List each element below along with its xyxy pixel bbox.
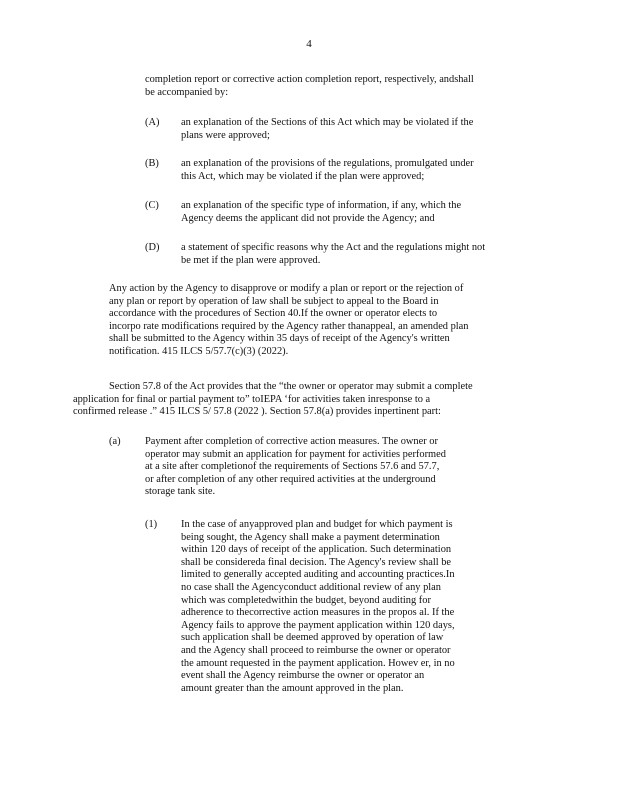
text-line: Agency fails to approve the payment application within 120 days, [181, 619, 455, 631]
text-line: no case shall the Agencyconduct additional review of any plan [181, 581, 441, 593]
subsection-1-text [181, 519, 455, 695]
text-line: storage tank site. [145, 486, 216, 498]
text-line: an explanation of the Sections of this Act which may be violated if the [181, 117, 474, 128]
text-line: a statement of specific reasons why the Act and the regulations might not [181, 242, 486, 253]
subsection-label: (1) [145, 519, 158, 530]
text-line: be accompanied by: [145, 86, 229, 98]
text-line: an explanation of the specific type of information, if any, which the [181, 200, 462, 211]
text-line: which was completedwithin the budget, beyond auditing for [181, 594, 431, 606]
intro-text [145, 74, 474, 99]
page-number: 4 [306, 38, 312, 50]
text-line: an explanation of the provisions of the regulations, promulgated under [181, 158, 474, 169]
text-line: completion report or corrective action completion report, respectively, andshall [145, 74, 474, 85]
text-line: application for final or partial payment to” toIEPA ‘for activities taken inresponse to a [73, 393, 431, 405]
list-item-label: (B) [145, 158, 159, 169]
text-line: limited to generally accepted auditing and accounting practices.In [181, 569, 455, 581]
list-item-text [181, 158, 474, 183]
subsection-a-text [145, 436, 446, 499]
list-item-text [181, 242, 485, 267]
text-line: at a site after completionof the requirements of Sections 57.6 and 57.7, [145, 461, 440, 473]
text-line: accordance with the procedures of Section 40.If the owner or operator elects to [109, 308, 438, 320]
text-line: amount greater than the amount approved in the plan. [181, 682, 404, 694]
text-line: this Act, which may be violated if the plan were approved; [181, 170, 425, 182]
text-line: Agency deems the applicant did not provide the Agency; and [181, 212, 435, 224]
text-line: shall be submitted to the Agency within 35 days of receipt of the Agency's written [109, 333, 450, 345]
text-line: plans were approved; [181, 129, 270, 141]
text-line: confirmed release .” 415 ILCS 5/ 57.8 (2022 ). Section 57.8(a) provides inpertinent part: [73, 406, 441, 418]
text-line: event shall the Agency reimburse the owner or operator an [181, 670, 425, 682]
text-line: or after completion of any other required activities at the underground [145, 473, 436, 485]
text-line: the amount requested in the payment application. Howev er, in no [181, 657, 455, 669]
list-item-label: (C) [145, 200, 159, 211]
list-item-label: (A) [145, 117, 160, 128]
text-line: being sought, the Agency shall make a payment determination [181, 531, 440, 543]
text-line: notification. 415 ILCS 5/57.7(c)(3) (2022). [109, 345, 289, 357]
text-line: operator may submit an application for payment for activities performed [145, 448, 446, 460]
list-item-text [181, 117, 473, 142]
text-line: within 120 days of receipt of the application. Such determination [181, 544, 452, 556]
paragraph-section-57-8 [73, 381, 473, 419]
text-line: shall be considereda final decision. The Agency's review shall be [181, 556, 452, 568]
paragraph-appeal [109, 283, 469, 359]
subsection-label: (a) [109, 436, 121, 447]
text-line: Any action by the Agency to disapprove or modify a plan or report or the rejection of [109, 283, 464, 294]
text-line: be met if the plan were approved. [181, 254, 321, 266]
text-line: In the case of anyapproved plan and budget for which payment is [181, 519, 453, 530]
text-line: such application shall be deemed approved by operation of law [181, 632, 444, 644]
text-line: incorpo rate modifications required by the Agency rather thanappeal, an amended plan [109, 320, 469, 332]
text-line: Section 57.8 of the Act provides that the “the owner or operator may submit a complete [109, 381, 473, 392]
list-item-text [181, 200, 461, 225]
text-line: any plan or report by operation of law shall be subject to appeal to the Board in [109, 295, 439, 307]
text-line: adherence to thecorrective action measures in the propos al. If the [181, 607, 455, 619]
text-line: and the Agency shall proceed to reimburse the owner or operator [181, 644, 451, 656]
list-item-label: (D) [145, 242, 160, 253]
text-line: Payment after completion of corrective action measures. The owner or [145, 436, 438, 447]
